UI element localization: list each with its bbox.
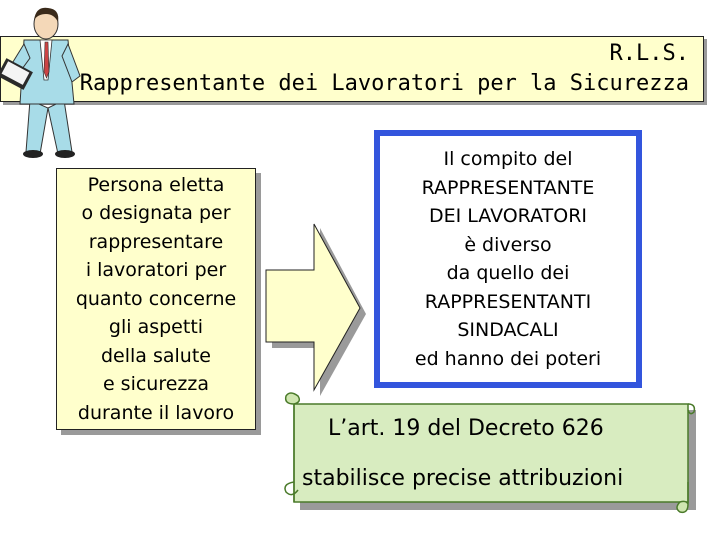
businessman-reading-illustration [0,0,100,160]
scroll-article-reference: L’art. 19 del Decreto 626 [328,416,604,441]
definition-line: Persona eletta [87,173,225,196]
comparison-line: SINDACALI [457,319,559,341]
definition-line: e sicurezza [102,373,210,396]
title-abbreviation: R.L.S. [609,41,689,66]
comparison-line: è diverso [464,233,552,256]
comparison-text [415,145,601,373]
right-arrow-shape [262,222,370,398]
comparison-line: ed hanno dei poteri [414,347,602,370]
scroll-statement: stabilisce precise attribuzioni [302,466,624,491]
comparison-line: da quello dei [446,262,570,284]
definition-line: i lavoratori per [85,259,227,282]
comparison-line: RAPPRESENTANTE [421,176,595,199]
comparison-line: Il compito del [443,148,573,170]
definition-line: rappresentare [88,230,224,253]
definition-line: della salute [100,344,211,367]
definition-text [76,171,236,428]
comparison-line: RAPPRESENTANTI [424,290,592,313]
definition-box [56,168,256,430]
definition-line: o designata per [81,202,231,225]
title-full-name: Rappresentante dei Lavoratori per la Sicurezza [79,71,689,96]
title-bar [0,36,704,102]
definition-line: gli aspetti [108,316,204,339]
comparison-box [374,130,642,388]
comparison-line: DEI LAVORATORI [428,205,588,227]
definition-line: quanto concerne [75,287,237,310]
definition-line: durante il lavoro [77,401,235,424]
scroll-banner [282,392,704,518]
